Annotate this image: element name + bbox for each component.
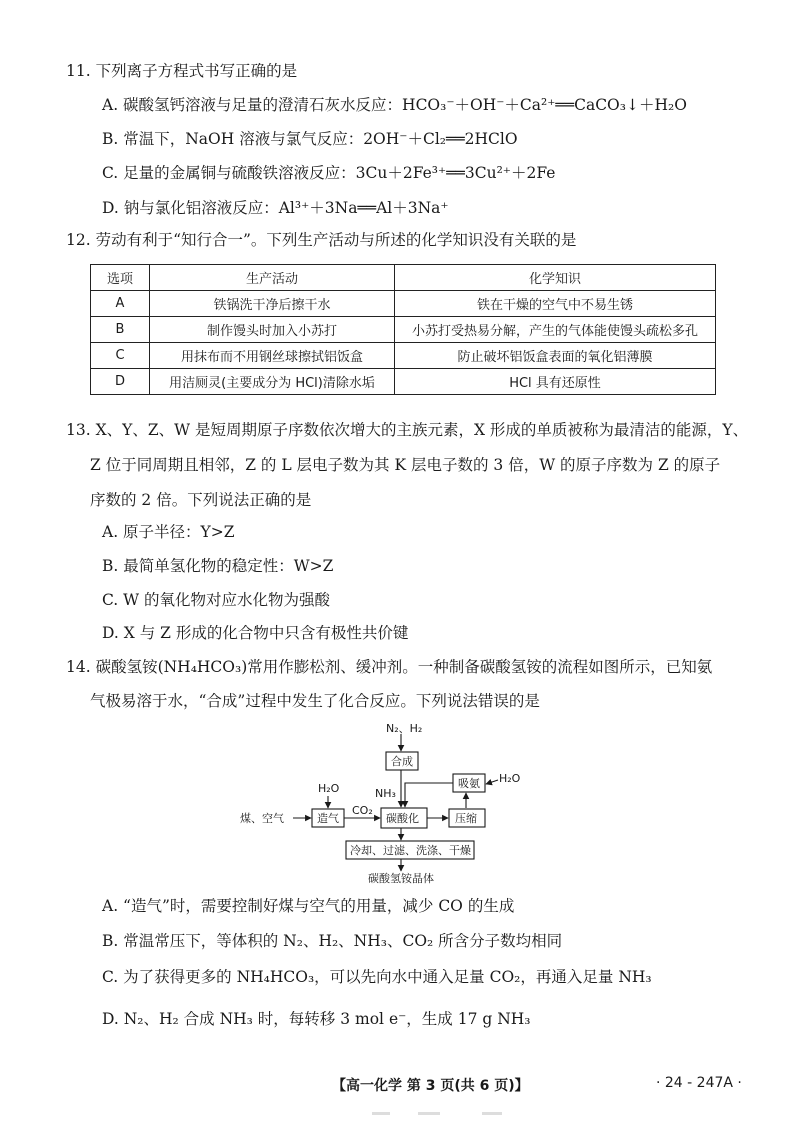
- table-cell: 防止破坏铝饭盒表面的氧化铝薄膜: [395, 343, 716, 369]
- q14-stem-line1: 14. 碳酸氢铵(NH₄HCO₃)常用作膨松剂、缓冲剂。一种制备碳酸氢铵的流程如图所示，已知氨: [66, 658, 713, 676]
- nh3-label: NH₃: [375, 787, 396, 800]
- arrow-water-absorb: [486, 780, 498, 784]
- table-header: 生产活动: [150, 265, 395, 291]
- table-cell: C: [91, 343, 150, 369]
- table-header: 选项: [91, 265, 150, 291]
- water-left-label: H₂O: [318, 782, 340, 795]
- table-header-row: [91, 265, 716, 291]
- table-cell: 用抹布而不用钢丝球擦拭铝饭盒: [150, 343, 395, 369]
- water-right-label: H₂O: [499, 772, 520, 785]
- table-row: [91, 291, 716, 317]
- carbonation-label: 碳酸化: [386, 812, 419, 825]
- table-header: 化学知识: [395, 265, 716, 291]
- scan-smudge: [418, 1112, 440, 1115]
- table-cell: HCl 具有还原性: [395, 369, 716, 395]
- table-cell: 制作馒头时加入小苏打: [150, 317, 395, 343]
- q13-option-d: D. X 与 Z 形成的化合物中只含有极性共价键: [102, 624, 409, 642]
- scan-smudge: [482, 1112, 502, 1115]
- table-cell: B: [91, 317, 150, 343]
- product-label: 碳酸氢铵晶体: [368, 872, 434, 884]
- table-cell: 用洁厕灵(主要成分为 HCl)清除水垢: [150, 369, 395, 395]
- compress-label: 压缩: [455, 812, 477, 825]
- q14-option-a: A. “造气”时，需要控制好煤与空气的用量，减少 CO 的生成: [102, 897, 515, 915]
- q13-option-c: C. W 的氧化物对应水化物为强酸: [102, 591, 331, 609]
- absorb-label: 吸氨: [458, 777, 480, 790]
- synthesis-label: 合成: [391, 755, 413, 768]
- q11-stem: 11. 下列离子方程式书写正确的是: [66, 62, 298, 80]
- table-row: [91, 317, 716, 343]
- q11-option-a: A. 碳酸氢钙溶液与足量的澄清石灰水反应：HCO₃⁻＋OH⁻＋Ca²⁺══CaCO₃↓＋H₂O: [102, 96, 687, 114]
- q11-option-c: C. 足量的金属铜与硫酸铁溶液反应：3Cu＋2Fe³⁺══3Cu²⁺＋2Fe: [102, 164, 556, 182]
- table-cell: D: [91, 369, 150, 395]
- q11-option-b: B. 常温下，NaOH 溶液与氯气反应：2OH⁻＋Cl₂══2HClO: [102, 130, 518, 148]
- arrow-absorb-carbonate: [405, 783, 453, 807]
- q14-option-c: C. 为了获得更多的 NH₄HCO₃，可以先向水中通入足量 CO₂，再通入足量 NH₃: [102, 968, 652, 986]
- q14-option-b: B. 常温常压下，等体积的 N₂、H₂、NH₃、CO₂ 所含分子数均相同: [102, 932, 563, 950]
- co2-label: CO₂: [352, 804, 373, 817]
- page-footer-title: 【高一化学 第 3 页(共 6 页)】: [332, 1078, 529, 1094]
- scan-smudge: [372, 1112, 390, 1115]
- table-cell: 铁锅洗干净后擦干水: [150, 291, 395, 317]
- process-flow-diagram: [220, 722, 520, 884]
- table-cell: 小苏打受热易分解，产生的气体能使馒头疏松多孔: [395, 317, 716, 343]
- page-footer-code: · 24 - 247A ·: [656, 1075, 742, 1091]
- q14-option-d: D. N₂、H₂ 合成 NH₃ 时，每转移 3 mol e⁻，生成 17 g NH₃: [102, 1010, 531, 1028]
- table-row: [91, 343, 716, 369]
- q13-stem-line3: 序数的 2 倍。下列说法正确的是: [90, 491, 312, 509]
- process-label: 冷却、过滤、洗涤、干燥: [350, 844, 471, 857]
- q12-stem: 12. 劳动有利于“知行合一”。下列生产活动与所述的化学知识没有关联的是: [66, 231, 577, 249]
- q12-table: [90, 264, 716, 395]
- feed-n2-h2-label: N₂、H₂: [386, 722, 423, 735]
- table-row: [91, 369, 716, 395]
- q13-option-b: B. 最简单氢化物的稳定性：W>Z: [102, 557, 334, 575]
- coal-air-label: 煤、空气: [240, 812, 284, 825]
- q14-stem-line2: 气极易溶于水，“合成”过程中发生了化合反应。下列说法错误的是: [90, 692, 540, 710]
- q11-option-d: D. 钠与氯化铝溶液反应：Al³⁺＋3Na══Al＋3Na⁺: [102, 199, 449, 217]
- table-cell: A: [91, 291, 150, 317]
- table-cell: 铁在干燥的空气中不易生锈: [395, 291, 716, 317]
- gas-making-label: 造气: [317, 812, 339, 825]
- q13-option-a: A. 原子半径：Y>Z: [102, 523, 235, 541]
- q13-stem-line2: Z 位于同周期且相邻，Z 的 L 层电子数为其 K 层电子数的 3 倍，W 的原子序数为 Z 的原子: [90, 456, 721, 474]
- q13-stem-line1: 13. X、Y、Z、W 是短周期原子序数依次增大的主族元素，X 形成的单质被称为最清洁的能源，Y、: [66, 421, 749, 439]
